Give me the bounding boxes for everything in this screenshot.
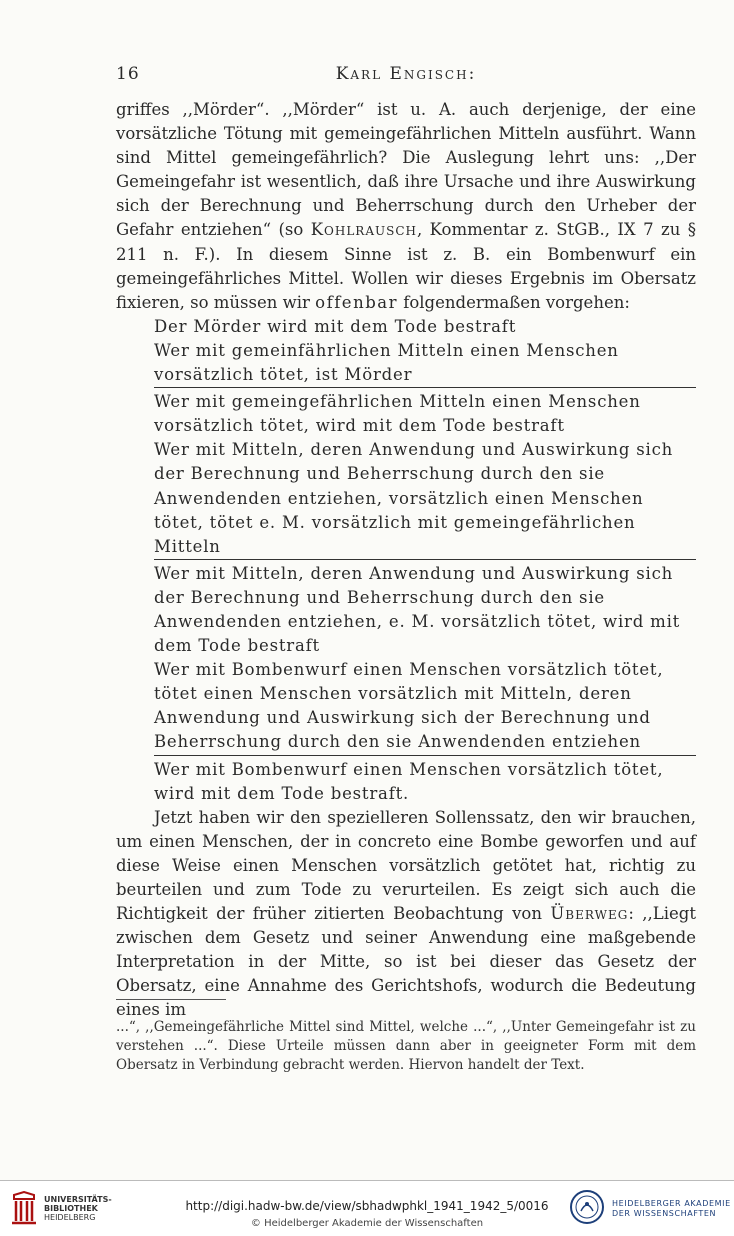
conclusion-1: Wer mit gemeingefährlichen Mitteln einen Menschen vorsätzlich tötet, wird mit dem Tode bestraft [154, 387, 696, 438]
text-run: : ,,Liegt zwischen dem Gesetz und seiner Anwendung eine maßgebende Interpretation in der Mitte, so ist bei dieser das Gesetz der Obersatz, eine Annahme des Gerichtshofs, wodurch die Bedeutung eines im [116, 904, 696, 1020]
library-line-1: UNIVERSITÄTS- [44, 1195, 112, 1204]
author-name: Überweg [550, 904, 629, 924]
text-run: folgendermaßen vorgehen: [397, 292, 630, 312]
text-run: Jetzt haben wir den spezielleren Sollenssatz, den wir brauchen, um einen Menschen, der in concreto eine Bombe geworfen und auf diese Weise einen Menschen vorsätzlich getötet hat, richtig zu beurteilen und zum Tode zu verurteilen. Es zeigt sich auch die Richtigkeit der früher zitierten Beobachtung von [116, 807, 696, 924]
premise-4: Wer mit Bombenwurf einen Menschen vorsätzlich tötet, tötet einen Menschen vorsätzlich mit Mitteln, deren Anwendung und Auswirkung sich der Berechnung und Beherrschung durch den sie Anwendenden entziehen [154, 660, 664, 752]
permalink[interactable]: http://digi.hadw-bw.de/view/sbhadwphkl_1941_1942_5/0016 [185, 1199, 549, 1213]
text-run: griffes ,,Mörder“. ,,Mörder“ ist u. A. auch derjenige, der eine vorsätzliche Tötung mit gemeingefährlichen Mitteln ausführt. Wann sind Mittel gemeingefährlich? Die Auslegung lehrt uns: ,,Der Gemeingefahr ist wesentlich, daß ihre Ursache und ihre Auswirkung sich der Berechnung und Beherrschung durch den Urheber der Gefahr entziehen“ (so [116, 100, 696, 240]
academy-line-1: HEIDELBERGER AKADEMIE [612, 1199, 731, 1208]
academy-name [612, 1199, 731, 1219]
library-line-2: BIBLIOTHEK [44, 1204, 98, 1213]
author-name: Kohlrausch [310, 220, 417, 240]
running-head: Karl Engisch: [335, 64, 477, 84]
conclusion-3: Wer mit Bombenwurf einen Menschen vorsätzlich tötet, wird mit dem Tode bestraft. [154, 755, 696, 806]
premise-2: Wer mit gemeinfährlichen Mitteln einen Menschen vorsätzlich tötet, ist Mörder [154, 340, 619, 385]
footnote-rule [116, 999, 226, 1000]
paragraph-2 [116, 806, 696, 1023]
copyright-notice: © Heidelberger Akademie der Wissenschaften [250, 1218, 484, 1229]
main-text [116, 98, 696, 1023]
paragraph-1 [116, 98, 696, 315]
text-run: , Kommentar z. StGB., IX 7 zu § 211 n. F.). In diesem Sinne ist z. B. ein Bombenwurf ein gemeingefährliches Mittel. Wollen wir dieses Ergebnis im Obersatz fixieren, so müssen wir [116, 220, 696, 312]
academy-seal-icon [569, 1189, 605, 1225]
spaced-word: offenbar [315, 292, 398, 312]
academy-line-2: DER WISSENSCHAFTEN [612, 1209, 717, 1218]
premise-1: Der Mörder wird mit dem Tode bestraft [154, 316, 517, 336]
syllogism-chain [154, 315, 696, 806]
conclusion-2: Wer mit Mitteln, deren Anwendung und Auswirkung sich der Berechnung und Beherrschung durch den sie Anwendenden entziehen, e. M. vorsätzlich tötet, wird mit dem Tode bestraft [154, 559, 696, 658]
premise-3: Wer mit Mitteln, deren Anwendung und Auswirkung sich der Berechnung und Beherrschung durch den sie Anwendenden entziehen, vorsätzlich einen Menschen tötet, tötet e. M. vorsätzlich mit gemeingefährlichen Mitteln [154, 440, 674, 556]
footer-bar [0, 1181, 734, 1236]
library-line-3: HEIDELBERG [44, 1213, 96, 1222]
footnote: ...“, ,,Gemeingefährliche Mittel sind Mittel, welche ...“, ,,Unter Gemeingefahr ist zu verstehen ...“. Diese Urteile müssen dann aber in geeigneter Form mit dem Obersatz in Verbindung gebracht werden. Hiervon handelt der Text. [116, 1019, 696, 1073]
page-number: 16 [116, 64, 140, 84]
